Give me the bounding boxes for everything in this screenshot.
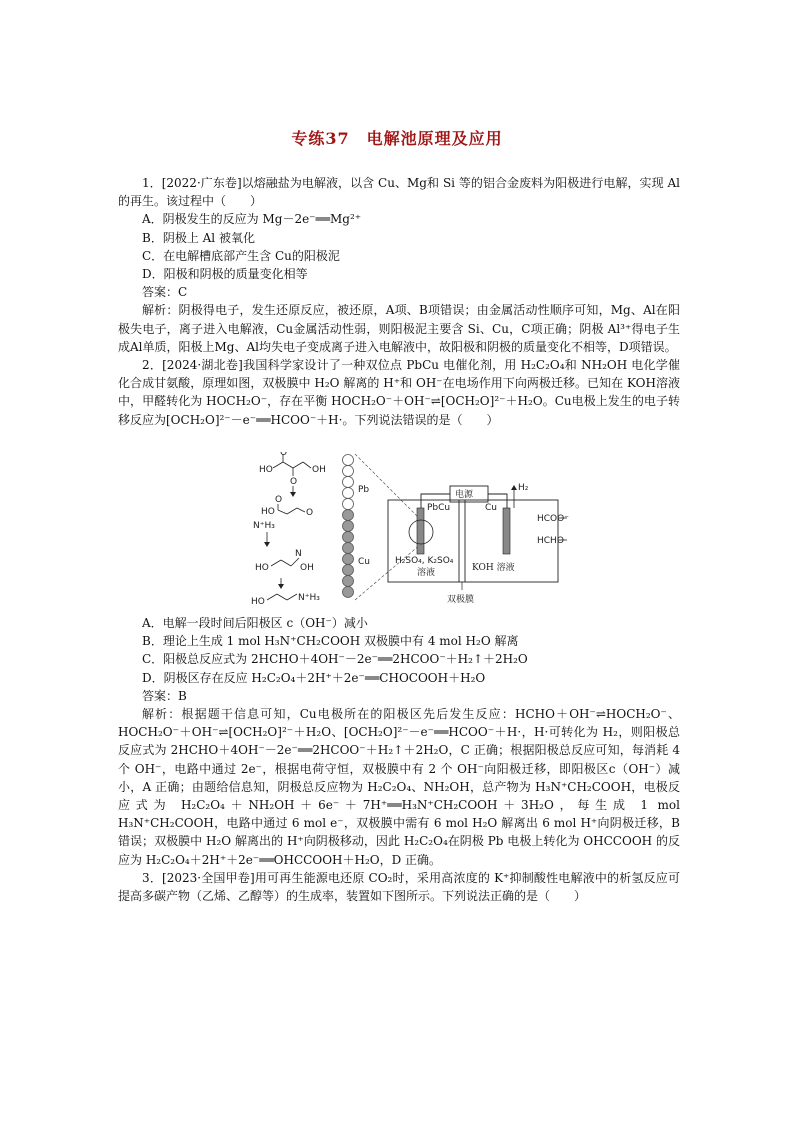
mol-label-nh3: N⁺H₃ bbox=[253, 521, 275, 531]
mol-label-n: N bbox=[295, 549, 302, 559]
q2-option-b: B．理论上生成 1 mol H₃N⁺CH₂COOH 双极膜中有 4 mol H₂O 解离 bbox=[142, 634, 519, 649]
power-label: 电源 bbox=[455, 490, 474, 500]
mol-label-oh: OH bbox=[312, 465, 326, 475]
diagram-svg bbox=[245, 452, 580, 608]
q2-answer: 答案：B bbox=[142, 688, 187, 703]
cu-label: Cu bbox=[485, 503, 497, 513]
catalyst-bead-column bbox=[343, 455, 354, 598]
mol-label-ho2: HO bbox=[261, 507, 275, 517]
mol-label-oh2: OH bbox=[300, 563, 314, 573]
mol-label-o4: O bbox=[306, 508, 314, 518]
mol-label-nh3b: N⁺H₃ bbox=[298, 593, 320, 603]
q2-option-c: C．阳极总反应式为 2HCHO＋4OH⁻－2e⁻══2HCOO⁻＋H₂↑＋2H₂O bbox=[142, 652, 528, 667]
q2-option-a: A．电解一段时间后阳极区 c（OH⁻）减小 bbox=[142, 616, 368, 630]
q1-option-d: D．阳极和阴极的质量变化相等 bbox=[142, 267, 308, 282]
pbcu-electrode bbox=[417, 508, 424, 554]
q1-option-c: C．在电解槽底部产生含 Cu的阳极泥 bbox=[142, 248, 340, 263]
question-2-options-and-3 bbox=[118, 614, 680, 905]
q3-stem: 3．[2023·全国甲卷]用可再生能源电还原 CO₂时，采用高浓度的 K⁺抑制酸性电解液中的析氢反应可提高多碳产物（乙烯、乙醇等）的生成率，装置如下图所示。下列说法正确的是（ ） bbox=[118, 870, 680, 904]
mol-label-ho4: HO bbox=[251, 597, 265, 607]
q1-stem: 1．[2022·广东卷]以熔融盐为电解液，以含 Cu、Mg和 Si 等的铝合金废料为阳极进行电解，实现 Al的再生。该过程中（ ） bbox=[118, 176, 680, 209]
left-solution-label-2: 溶液 bbox=[417, 568, 436, 578]
electrolysis-diagram bbox=[245, 452, 580, 608]
q2-option-d: D．阴极区存在反应 H₂C₂O₄＋2H⁺＋2e⁻══CHOCOOH＋H₂O bbox=[142, 670, 486, 685]
q1-analysis: 解析：阴极得电子，发生还原反应，被还原，A项、B项错误；由金属活动性顺序可知，Mg、Al在阳极失电子，离子进入电解液，Cu金属活动性弱，则阳极泥主要含 Si、Cu，C项正确；阴极 Al³⁺得电子生成Al单质，阳极上Mg、Al均失电子变成离子进入电解液中，故阳极和阴极的质量变化不相等，D项错误。 bbox=[118, 303, 680, 354]
q1-option-b: B．阴极上 Al 被氧化 bbox=[142, 230, 255, 245]
right-solution-label: KOH 溶液 bbox=[472, 563, 515, 573]
hcho-label: HCHO bbox=[537, 536, 564, 546]
hcoo-label: HCOO⁻ bbox=[537, 514, 569, 524]
mol-label-o3: O bbox=[275, 495, 283, 505]
pb-site-label: Pb bbox=[358, 485, 370, 495]
mol-label-o2: O bbox=[290, 477, 298, 487]
mol-label-o1: O bbox=[280, 452, 288, 458]
q1-option-a: A．阴极发生的反应为 Mg－2e⁻══Mg²⁺ bbox=[142, 212, 362, 227]
mol-label-ho: HO bbox=[259, 465, 273, 475]
h2-label: H₂ bbox=[518, 483, 529, 493]
pbcu-label: PbCu bbox=[427, 503, 451, 513]
left-solution-label-1: H₂SO₄, K₂SO₄ bbox=[395, 556, 454, 566]
cu-site-label: Cu bbox=[358, 557, 370, 567]
page-title: 专练37 电解池原理及应用 bbox=[291, 129, 503, 148]
q2-analysis: 解析：根据题干信息可知，Cu电极所在的阳极区先后发生反应：HCHO＋OH⁻⇌HOCH₂O⁻、HOCH₂O⁻＋OH⁻⇌[OCH₂O]²⁻＋H₂O、[OCH₂O]²⁻－e⁻══HCOO⁻＋H·，H·可转化为 H₂，则阳极总反应式为 2HCHO＋4OH⁻－2e⁻══2HCOO⁻＋H₂↑＋2H₂O，C 正确；根据阳极总反应可知，每消耗 4 个 OH⁻，电路中通过 2e⁻，根据电荷守恒，双极膜中有 2 个 OH⁻向阳极迁移，即阳极区c（OH⁻）减小，A 正确；由题给信息知，阴极总反应物为 H₂C₂O₄、NH₂OH，总产物为 H₃N⁺CH₂COOH，电极反应式为 H₂C₂O₄＋NH₂OH＋6e⁻＋7H⁺══H₃N⁺CH₂COOH＋3H₂O，每生成 1 mol H₃N⁺CH₂COOH，电路中通过 6 mol e⁻，双极膜中需有 6 mol H₂O 解离出 6 mol H⁺向阴极迁移，B 错误；双极膜中 H₂O 解离出的 H⁺向阴极移动，因此 H₂C₂O₄在阴极 Pb 电极上转化为 OHCCOOH 的反应为 H₂C₂O₄＋2H⁺＋2e⁻══OHCCOOH＋H₂O，D 正确。 bbox=[118, 707, 680, 867]
q1-answer: 答案：C bbox=[142, 285, 188, 300]
cu-electrode bbox=[503, 508, 510, 554]
question-1-and-2-stem bbox=[118, 174, 680, 429]
q2-stem: 2．[2024·湖北卷]我国科学家设计了一种双位点 PbCu 电催化剂，用 H₂C₂O₄和 NH₂OH 电化学催化合成甘氨酸，原理如图，双极膜中 H₂O 解离的 H⁺和 OH⁻在电场作用下向两极迁移。已知在 KOH溶液中，甲醛转化为 HOCH₂O⁻，存在平衡 HOCH₂O⁻＋OH⁻⇌[OCH₂O]²⁻＋H₂O。Cu电极上发生的电子转移反应为[OCH₂O]²⁻－e⁻══HCOO⁻＋H·。下列说法错误的是（ ） bbox=[118, 358, 680, 427]
membrane-label: 双极膜 bbox=[447, 595, 475, 605]
mol-label-ho3: HO bbox=[255, 563, 269, 573]
